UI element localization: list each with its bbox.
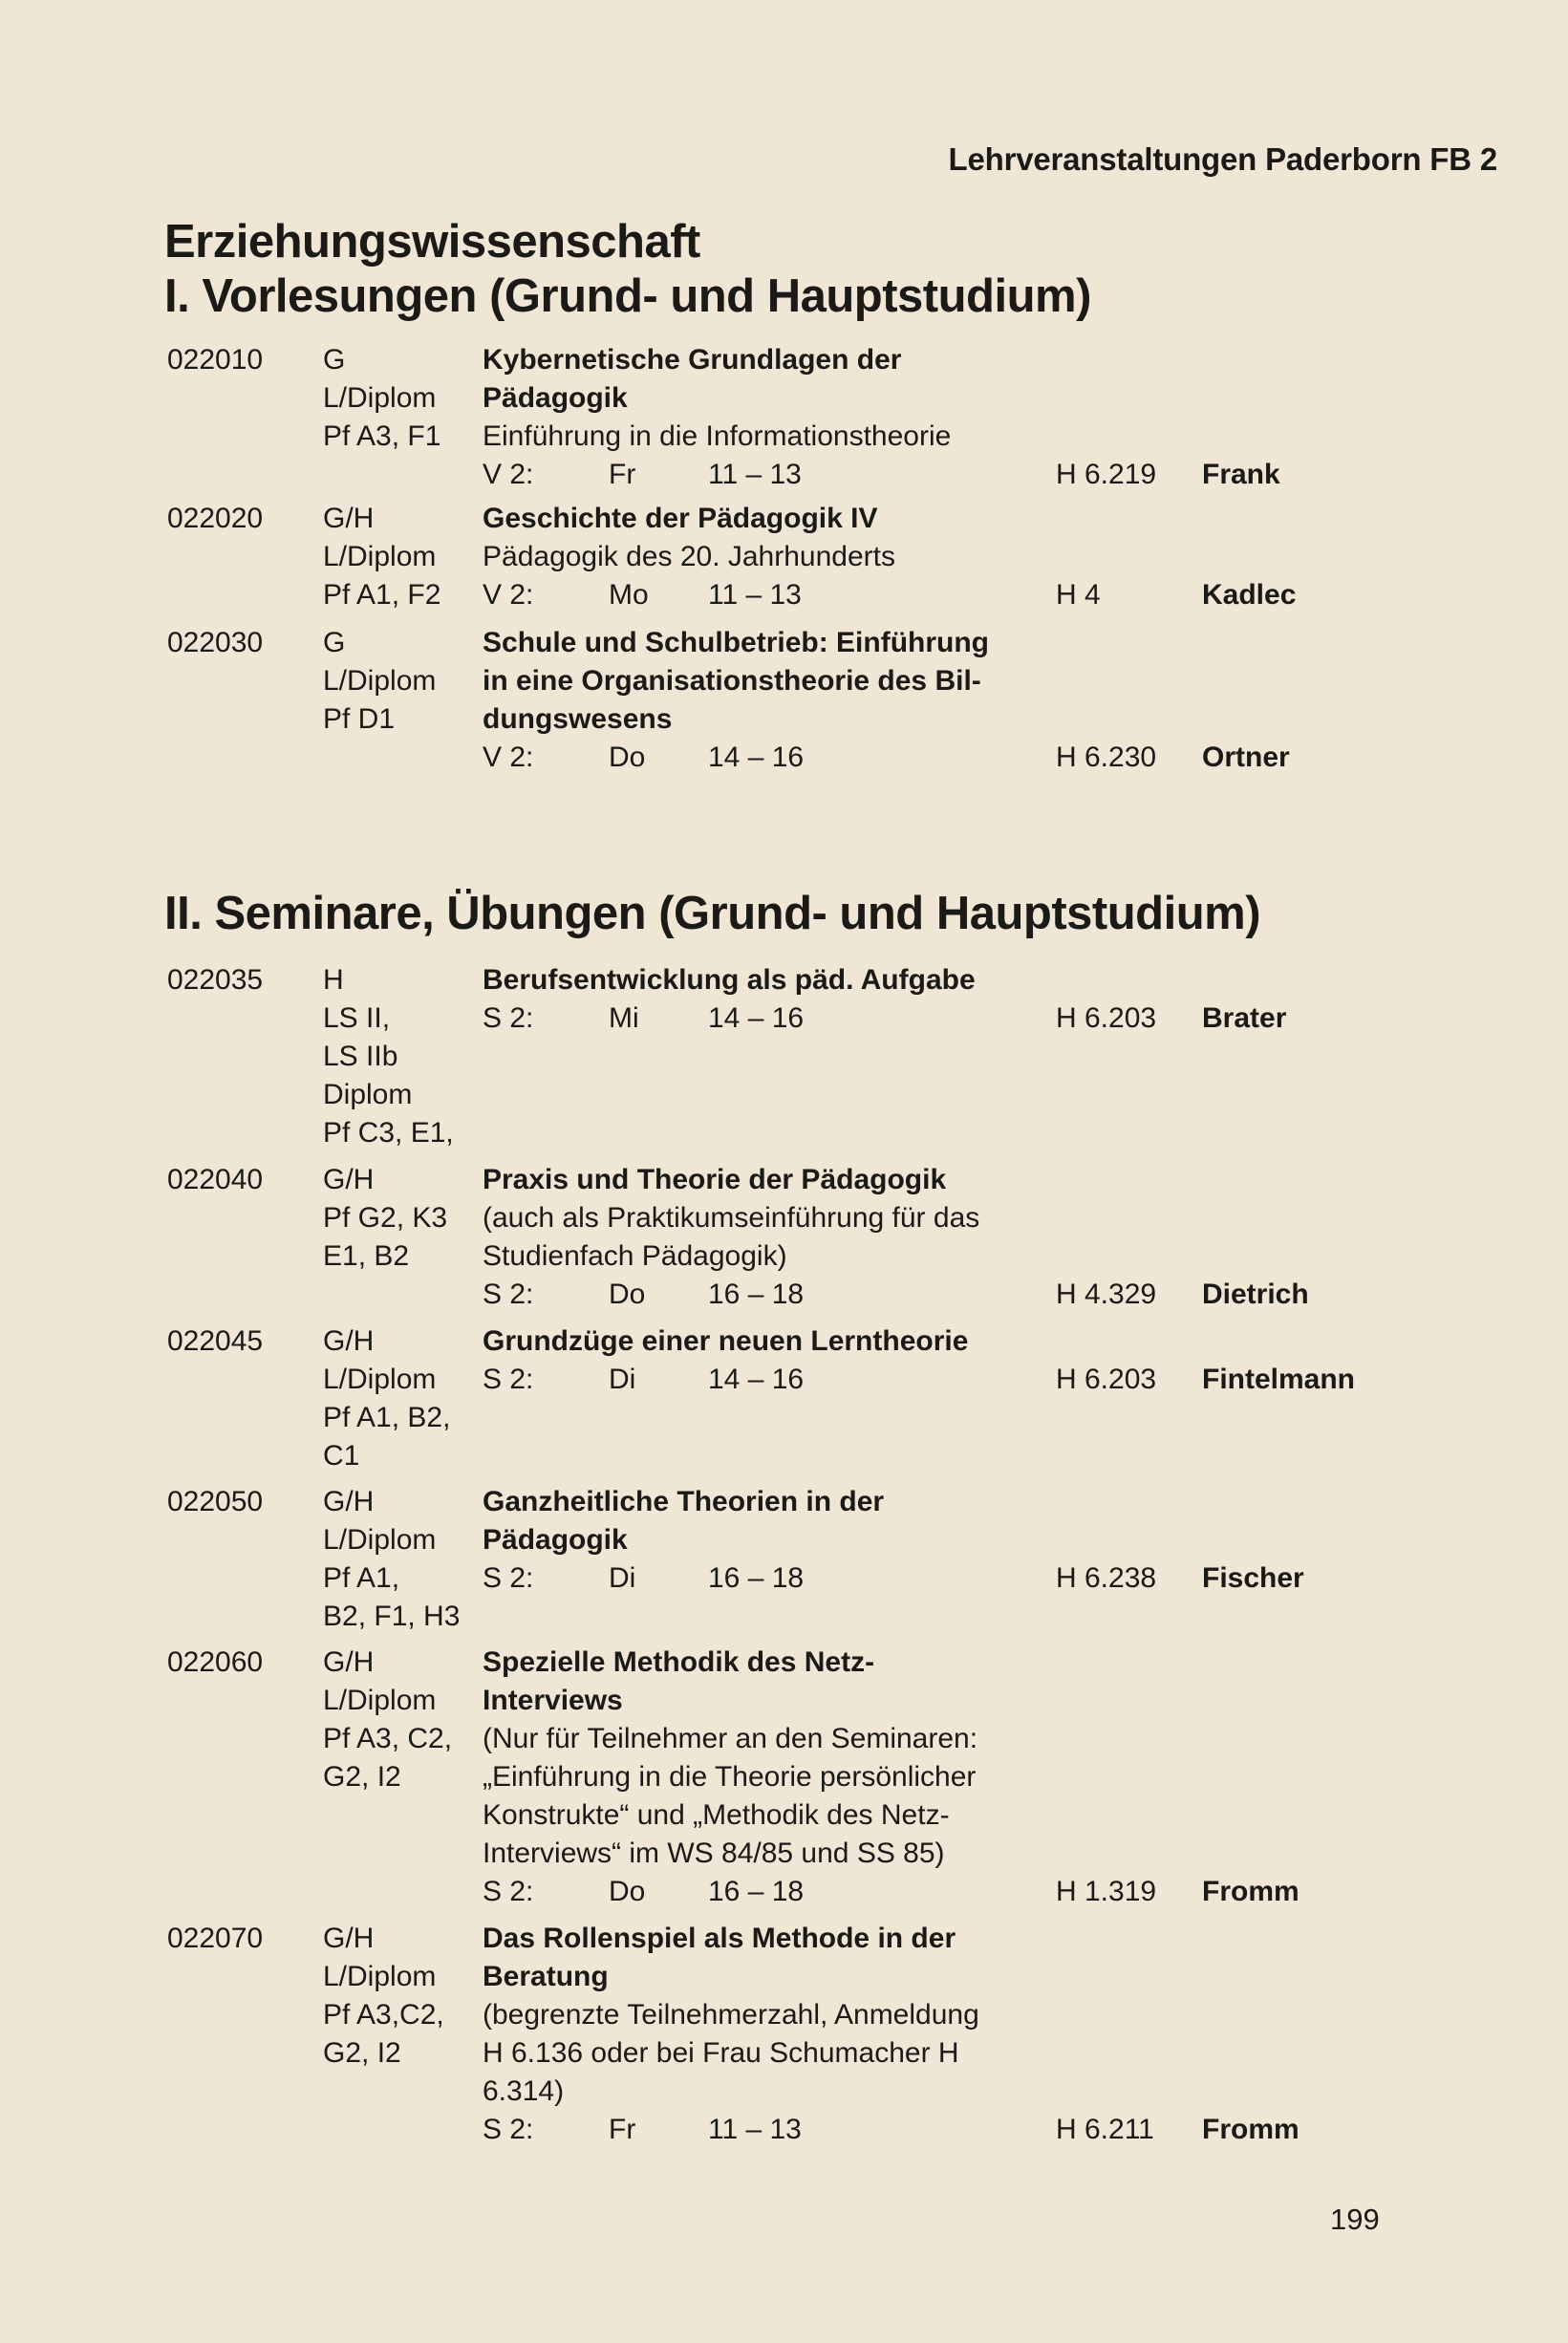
course-code-line: Pf A1,	[323, 1562, 400, 1594]
course-code-line: L/Diplom	[323, 1364, 437, 1395]
course-description	[483, 961, 976, 1000]
course-number: 022020	[167, 503, 264, 534]
running-header: Lehrveranstaltungen Paderborn FB 2	[948, 141, 1497, 177]
course-title-line: Praxis und Theorie der Pädagogik	[483, 1164, 947, 1195]
course-number: 022050	[167, 1486, 264, 1517]
course-code-line: L/Diplom	[323, 1524, 437, 1556]
schedule-row	[0, 739, 1568, 777]
session-type: V 2:	[483, 742, 534, 773]
room: H 6.230	[1056, 742, 1157, 773]
weekday: Do	[609, 1876, 646, 1907]
lecturer-name: Frank	[1202, 459, 1280, 490]
course-code-line: G/H	[323, 1164, 375, 1195]
course-description	[483, 500, 895, 576]
course-title-line: Schule und Schulbetrieb: Einführung	[483, 627, 989, 658]
course-codes	[323, 961, 454, 1152]
lecturer-name: Fromm	[1202, 1876, 1300, 1907]
course-codes	[323, 1644, 452, 1796]
session-type: S 2:	[483, 1002, 534, 1034]
lecturer-name: Dietrich	[1202, 1279, 1309, 1310]
time-slot: 16 – 18	[708, 1562, 805, 1594]
course-codes	[323, 1322, 450, 1475]
session-type: S 2:	[483, 1562, 534, 1594]
schedule-row	[0, 1276, 1568, 1314]
lecturer-name: Kadlec	[1202, 579, 1297, 611]
course-note-line: 6.314)	[483, 2075, 565, 2107]
course-note-line: „Einführung in die Theorie persönlicher	[483, 1761, 977, 1793]
course-title-line: Pädagogik	[483, 1524, 628, 1556]
course-code-line: G/H	[323, 1486, 375, 1517]
course-code-line: G	[323, 344, 346, 376]
time-slot: 11 – 13	[708, 579, 802, 611]
room: H 6.203	[1056, 1364, 1157, 1395]
course-note-line: Interviews“ im WS 84/85 und SS 85)	[483, 1838, 945, 1869]
course-codes	[323, 624, 436, 739]
schedule-row	[0, 576, 1568, 614]
course-note-line: Pädagogik des 20. Jahrhunderts	[483, 541, 895, 572]
course-codes	[323, 1161, 447, 1276]
course-code-line: LS II,	[323, 1002, 391, 1034]
weekday: Mi	[609, 1002, 639, 1034]
room: H 4	[1056, 579, 1101, 611]
weekday: Fr	[609, 2114, 636, 2145]
room: H 4.329	[1056, 1279, 1157, 1310]
course-code-line: Pf G2, K3	[323, 1202, 448, 1234]
course-code-line: LS IIb	[323, 1041, 398, 1072]
time-slot: 16 – 18	[708, 1876, 805, 1907]
schedule-row	[0, 1000, 1568, 1038]
course-code-line: Pf A3,C2,	[323, 1999, 444, 2031]
course-number: 022030	[167, 627, 264, 658]
course-code-line: G	[323, 627, 346, 658]
page-title: Erziehungswissenschaft	[164, 216, 700, 268]
lecturer-name: Fintelmann	[1202, 1364, 1356, 1395]
schedule-row	[0, 2111, 1568, 2149]
weekday: Do	[609, 742, 646, 773]
course-description	[483, 1483, 884, 1559]
weekday: Di	[609, 1562, 636, 1594]
room: H 6.211	[1056, 2114, 1154, 2145]
room: H 6.238	[1056, 1562, 1157, 1594]
course-code-line: L/Diplom	[323, 382, 437, 414]
time-slot: 16 – 18	[708, 1279, 805, 1310]
course-title-line: Das Rollenspiel als Methode in der	[483, 1923, 956, 1954]
course-code-line: L/Diplom	[323, 665, 437, 697]
course-number: 022035	[167, 964, 264, 996]
page-number: 199	[1330, 2203, 1380, 2236]
course-codes	[323, 341, 440, 456]
session-type: S 2:	[483, 1279, 534, 1310]
course-code-line: G2, I2	[323, 2037, 401, 2069]
course-code-line: G/H	[323, 1646, 375, 1678]
course-code-line: G/H	[323, 1923, 375, 1954]
lecturer-name: Fromm	[1202, 2114, 1300, 2145]
weekday: Do	[609, 1279, 646, 1310]
course-title-line: Ganzheitliche Theorien in der	[483, 1486, 885, 1517]
time-slot: 14 – 16	[708, 1002, 805, 1034]
course-number: 022010	[167, 344, 264, 376]
course-note-line: (Nur für Teilnehmer an den Seminaren:	[483, 1723, 978, 1754]
course-number: 022070	[167, 1923, 264, 1954]
course-number: 022045	[167, 1325, 264, 1357]
course-title-line: Pädagogik	[483, 382, 628, 414]
course-code-line: H	[323, 964, 344, 996]
course-code-line: E1, B2	[323, 1240, 410, 1272]
course-number: 022060	[167, 1646, 264, 1678]
lecturer-name: Brater	[1202, 1002, 1287, 1034]
course-code-line: Pf C3, E1,	[323, 1117, 454, 1149]
course-code-line: G/H	[323, 503, 375, 534]
course-code-line: Pf D1	[323, 703, 396, 735]
course-codes	[323, 1920, 444, 2073]
course-note-line: (auch als Praktikumseinführung für das	[483, 1202, 980, 1234]
course-code-line: G/H	[323, 1325, 375, 1357]
course-code-line: L/Diplom	[323, 1685, 437, 1716]
course-title-line: Kybernetische Grundlagen der	[483, 344, 902, 376]
section-heading-lectures: I. Vorlesungen (Grund- und Hauptstudium)	[164, 270, 1091, 322]
course-description	[483, 1920, 979, 2111]
session-type: S 2:	[483, 2114, 534, 2145]
course-title-line: Spezielle Methodik des Netz-	[483, 1646, 875, 1678]
schedule-row	[0, 456, 1568, 494]
time-slot: 11 – 13	[708, 2114, 802, 2145]
course-title-line: dungswesens	[483, 703, 673, 735]
course-note-line: Konstrukte“ und „Methodik des Netz-	[483, 1799, 950, 1831]
time-slot: 14 – 16	[708, 1364, 805, 1395]
lecturer-name: Ortner	[1202, 742, 1290, 773]
schedule-row	[0, 1559, 1568, 1598]
course-code-line: C1	[323, 1440, 360, 1472]
course-code-line: Pf A3, F1	[323, 420, 441, 452]
session-type: S 2:	[483, 1876, 534, 1907]
course-title-line: Geschichte der Pädagogik IV	[483, 503, 878, 534]
weekday: Di	[609, 1364, 636, 1395]
course-code-line: L/Diplom	[323, 1961, 437, 1992]
course-number: 022040	[167, 1164, 264, 1195]
course-description	[483, 1644, 977, 1873]
course-note-line: Studienfach Pädagogik)	[483, 1240, 787, 1272]
course-code-line: Pf A1, B2,	[323, 1402, 451, 1433]
weekday: Mo	[609, 579, 649, 611]
course-description	[483, 1322, 968, 1361]
course-title-line: Beratung	[483, 1961, 609, 1992]
room: H 1.319	[1056, 1876, 1157, 1907]
schedule-row	[0, 1361, 1568, 1399]
course-note-line: H 6.136 oder bei Frau Schumacher H	[483, 2037, 959, 2069]
course-code-line: Pf A1, F2	[323, 579, 441, 611]
course-title-line: in eine Organisationstheorie des Bil-	[483, 665, 981, 697]
lecturer-name: Fischer	[1202, 1562, 1304, 1594]
course-note-line: Einführung in die Informationstheorie	[483, 420, 952, 452]
course-title-line: Grundzüge einer neuen Lerntheorie	[483, 1325, 969, 1357]
course-code-line: Diplom	[323, 1079, 413, 1110]
time-slot: 14 – 16	[708, 742, 805, 773]
weekday: Fr	[609, 459, 636, 490]
section-heading-seminars: II. Seminare, Übungen (Grund- und Hauptstudium)	[164, 888, 1261, 939]
schedule-row	[0, 1873, 1568, 1911]
course-title-line: Interviews	[483, 1685, 623, 1716]
session-type: S 2:	[483, 1364, 534, 1395]
course-code-line: L/Diplom	[323, 541, 437, 572]
course-description	[483, 1161, 979, 1276]
room: H 6.203	[1056, 1002, 1157, 1034]
session-type: V 2:	[483, 459, 534, 490]
course-description	[483, 624, 989, 739]
session-type: V 2:	[483, 579, 534, 611]
course-code-line: B2, F1, H3	[323, 1601, 461, 1632]
course-title-line: Berufsentwicklung als päd. Aufgabe	[483, 964, 976, 996]
course-note-line: (begrenzte Teilnehmerzahl, Anmeldung	[483, 1999, 979, 2031]
course-code-line: Pf A3, C2,	[323, 1723, 453, 1754]
course-description	[483, 341, 951, 456]
room: H 6.219	[1056, 459, 1157, 490]
time-slot: 11 – 13	[708, 459, 802, 490]
course-code-line: G2, I2	[323, 1761, 401, 1793]
